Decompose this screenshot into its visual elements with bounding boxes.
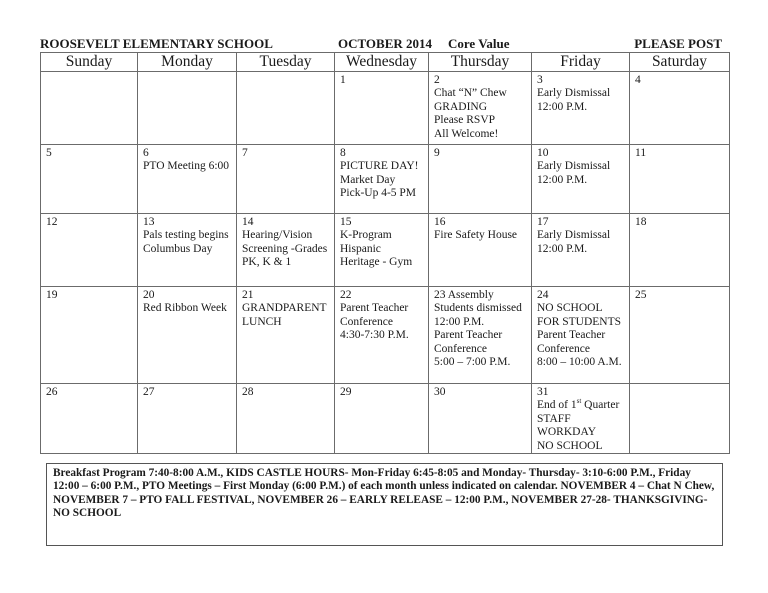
day-number: 29 [340,386,352,398]
day-number: 18 [635,216,647,228]
week-row [41,287,730,384]
day-cell [335,384,429,454]
day-cell [237,214,335,287]
day-number: 20 [143,289,155,301]
event-text: LUNCH [242,315,282,328]
event-text: Conference [537,342,590,355]
day-number: 3 [537,74,543,86]
please-post-label: PLEASE POST [634,36,722,51]
day-cell [41,72,138,145]
weekday-tuesday: Tuesday [237,53,335,72]
event-text: PICTURE DAY! [340,160,419,173]
event-text: GRANDPARENT [242,302,327,315]
event-text: Pals testing begins [143,229,229,242]
weekday-thursday: Thursday [429,53,532,72]
weekday-sunday: Sunday [41,53,138,72]
day-number: 11 [635,147,647,159]
event-text: Early Dismissal [537,87,611,100]
week-row [41,384,730,454]
event-text: Parent Teacher [537,329,606,342]
event-text: PK, K & 1 [242,256,292,269]
day-cell [532,145,630,214]
day-number: 7 [242,147,248,159]
day-cell [237,72,335,145]
event-text: NO SCHOOL [537,439,603,452]
day-cell [429,384,532,454]
event-text: Market Day [340,173,396,186]
event-text: STAFF [537,412,571,425]
day-cell [630,287,730,384]
weekday-header-row [41,53,730,72]
event-text: 5:00 – 7:00 P.M. [434,356,511,369]
day-cell [138,384,237,454]
week-row [41,145,730,214]
day-number: 12 [46,216,58,228]
event-text: 12:00 P.M. [537,242,588,255]
event-text: Screening -Grades [242,242,328,255]
day-cell [429,287,532,384]
day-number: 4 [635,74,641,86]
day-number: 28 [242,386,254,398]
day-cell [41,214,138,287]
event-text: PTO Meeting 6:00 [143,160,230,173]
event-text: Parent Teacher [340,302,409,315]
weekday-friday: Friday [532,53,630,72]
event-text: Red Ribbon Week [143,302,227,315]
day-number: 19 [46,289,58,301]
day-number: 30 [434,386,446,398]
day-cell [335,145,429,214]
event-text: Conference [434,342,487,355]
day-number: 2 [434,74,440,86]
day-number: 6 [143,147,149,159]
day-cell [138,287,237,384]
day-number: 22 [340,289,352,301]
day-number: 27 [143,386,155,398]
event-text: WORKDAY [537,426,596,439]
month-title: OCTOBER 2014 [338,36,433,51]
day-number: 14 [242,216,254,228]
week-row [41,72,730,145]
day-cell [138,145,237,214]
day-number: 10 [537,147,549,159]
event-text: NO SCHOOL [537,302,603,315]
school-name: ROOSEVELT ELEMENTARY SCHOOL [40,36,273,51]
day-cell [237,145,335,214]
event-text: 4:30-7:30 P.M. [340,329,409,342]
event-text: Students dismissed [434,302,522,315]
day-number: 16 [434,216,446,228]
day-number: 23 Assembly [434,289,494,301]
day-cell [237,384,335,454]
event-text: Hearing/Vision [242,229,313,242]
calendar-title-bar [40,36,728,52]
event-text: Please RSVP [434,114,496,127]
day-number: 9 [434,147,440,159]
day-cell [532,384,630,454]
day-cell [429,72,532,145]
day-cell [41,384,138,454]
event-text: Early Dismissal [537,160,611,173]
day-number: 8 [340,147,346,159]
event-text: Heritage - Gym [340,256,413,269]
event-text: End of 1st Quarter [537,397,620,412]
event-text: K-Program [340,229,392,242]
event-text: FOR STUDENTS [537,315,622,328]
event-text: Early Dismissal [537,229,611,242]
notes-text: Breakfast Program 7:40-8:00 A.M., KIDS CASTLE HOURS- Mon-Friday 6:45-8:05 and Monday- Thursday- 3:10-6:00 P.M., Friday 12:00 – 6:00 P.M., PTO Meetings – First Monday (6:00 P.M.) of each month unless indicated on calendar. NOVEMBER 4 – Chat N Chew, NOVEMBER 7 – PTO FALL FESTIVAL, NOVEMBER 26 – EARLY RELEASE – 12:00 P.M., NOVEMBER 27-28- THANKSGIVING-NO SCHOOL [53,467,715,520]
day-cell [138,214,237,287]
event-text: GRADING [434,100,488,113]
day-cell [41,287,138,384]
day-number: 25 [635,289,647,301]
event-text: Columbus Day [143,242,213,255]
event-text: Parent Teacher [434,329,503,342]
event-text: All Welcome! [434,127,499,140]
event-text: 12:00 P.M. [537,173,588,186]
day-cell [429,214,532,287]
day-cell [335,214,429,287]
day-number: 5 [46,147,52,159]
day-number: 31 [537,386,549,398]
weekday-monday: Monday [138,53,237,72]
calendar-grid [40,52,730,454]
event-text: Chat “N” Chew [434,87,507,100]
event-text: Pick-Up 4-5 PM [340,187,417,200]
day-number: 21 [242,289,254,301]
day-number: 24 [537,289,549,301]
day-cell [138,72,237,145]
day-number: 13 [143,216,155,228]
day-cell [630,145,730,214]
event-text: 12:00 P.M. [434,315,485,328]
day-cell [630,384,730,454]
day-cell [429,145,532,214]
day-cell [237,287,335,384]
weekday-wednesday: Wednesday [335,53,429,72]
day-cell [335,72,429,145]
event-text: Conference [340,315,393,328]
day-cell [532,72,630,145]
day-number: 1 [340,74,346,86]
week-row [41,214,730,287]
event-text: 12:00 P.M. [537,100,588,113]
day-cell [630,214,730,287]
day-cell [630,72,730,145]
day-cell [335,287,429,384]
day-cell [532,214,630,287]
core-value-label: Core Value [448,36,510,51]
day-number: 26 [46,386,58,398]
event-text: 8:00 – 10:00 A.M. [537,356,622,369]
notes-box [46,463,723,546]
event-text: Fire Safety House [434,229,518,242]
day-number: 15 [340,216,352,228]
day-cell [41,145,138,214]
weekday-saturday: Saturday [630,53,730,72]
day-number: 17 [537,216,549,228]
day-cell [532,287,630,384]
event-text: Hispanic [340,242,381,255]
